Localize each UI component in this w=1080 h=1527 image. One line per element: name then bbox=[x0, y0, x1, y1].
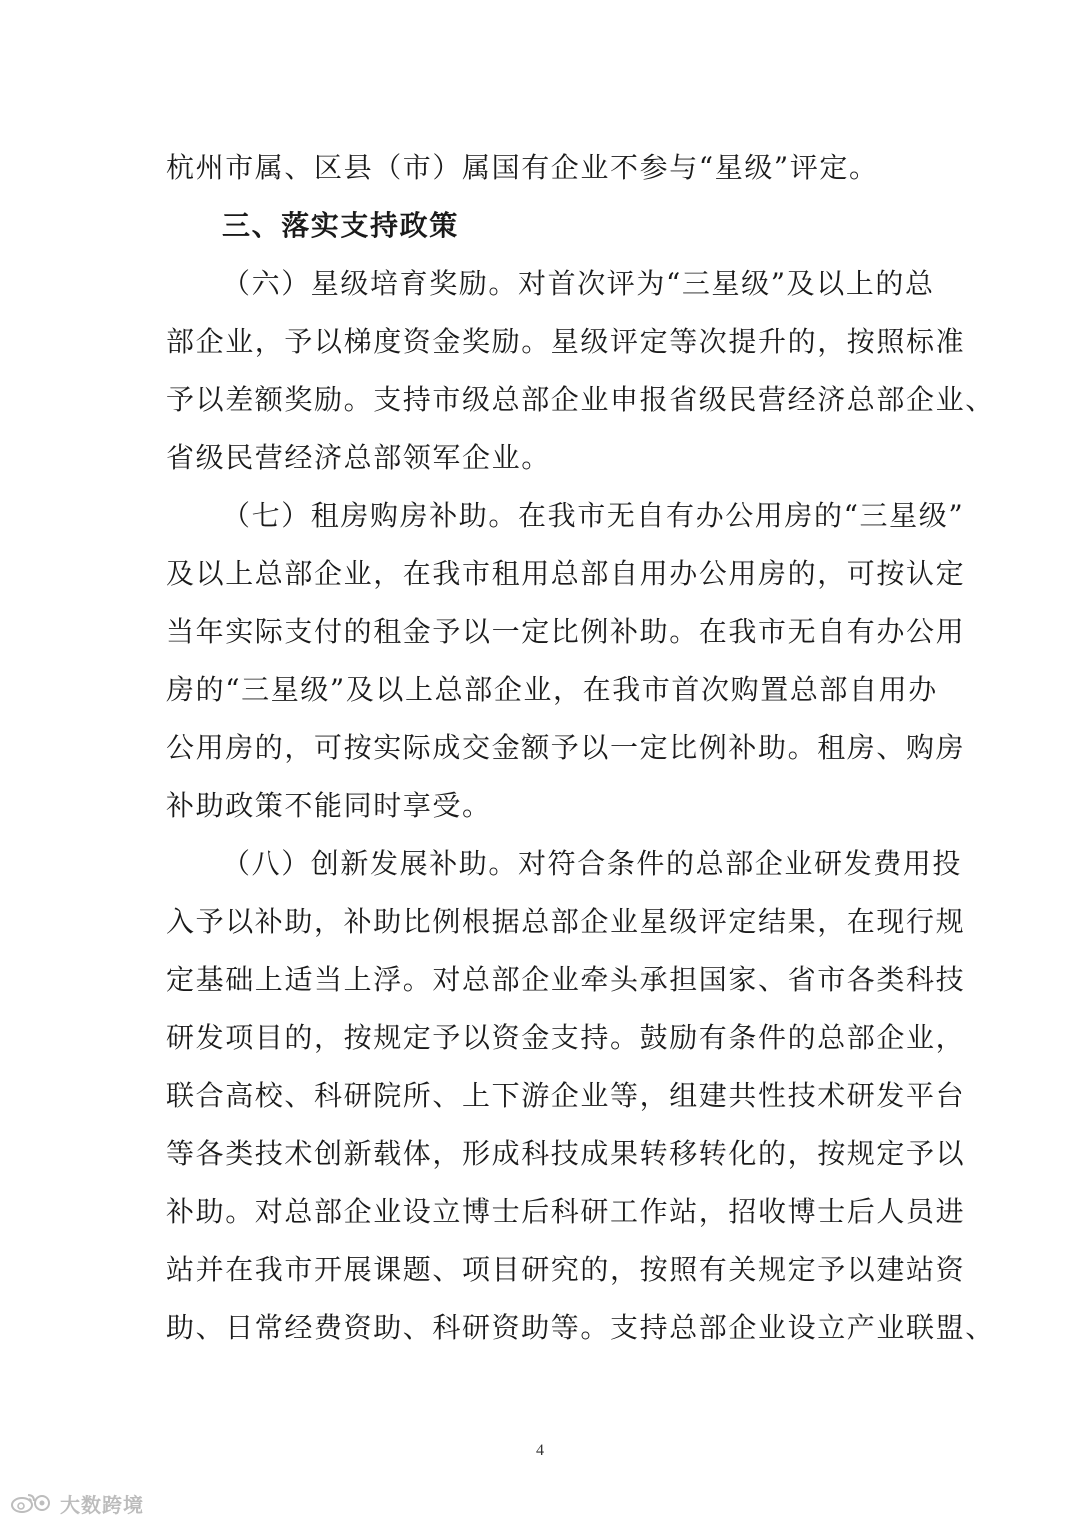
paragraph-line: 公用房的，可按实际成交金额予以一定比例补助。租房、购房 bbox=[166, 731, 966, 764]
paragraph-line: 及以上总部企业，在我市租用总部自用办公用房的，可按认定 bbox=[166, 557, 966, 590]
weibo-logo-icon bbox=[10, 1491, 54, 1515]
paragraph-line: 站并在我市开展课题、项目研究的，按照有关规定予以建站资 bbox=[166, 1253, 966, 1286]
paragraph-line: （六）星级培育奖励。对首次评为“三星级”及以上的总 bbox=[222, 267, 935, 300]
paragraph-line: 补助。对总部企业设立博士后科研工作站，招收博士后人员进 bbox=[166, 1195, 966, 1228]
paragraph-line: （七）租房购房补助。在我市无自有办公用房的“三星级” bbox=[222, 499, 965, 532]
paragraph-line: 当年实际支付的租金予以一定比例补助。在我市无自有办公用 bbox=[166, 615, 966, 648]
paragraph-line: 省级民营经济总部领军企业。 bbox=[166, 441, 551, 474]
paragraph-line: 部企业，予以梯度资金奖励。星级评定等次提升的，按照标准 bbox=[166, 325, 966, 358]
watermark bbox=[10, 1488, 144, 1518]
section-heading: 三、落实支持政策 bbox=[222, 209, 459, 242]
paragraph-line: 予以差额奖励。支持市级总部企业申报省级民营经济总部企业、 bbox=[166, 383, 995, 416]
paragraph-line: 联合高校、科研院所、上下游企业等，组建共性技术研发平台 bbox=[166, 1079, 966, 1112]
watermark-text: 大数跨境 bbox=[60, 1492, 144, 1517]
paragraph-line: 补助政策不能同时享受。 bbox=[166, 789, 492, 822]
paragraph-line: 入予以补助，补助比例根据总部企业星级评定结果，在现行规 bbox=[166, 905, 966, 938]
paragraph-line: 助、日常经费资助、科研资助等。支持总部企业设立产业联盟、 bbox=[166, 1311, 995, 1344]
paragraph-line: （八）创新发展补助。对符合条件的总部企业研发费用投 bbox=[222, 847, 963, 880]
paragraph-line: 房的“三星级”及以上总部企业，在我市首次购置总部自用办 bbox=[166, 673, 938, 706]
page-number: 4 bbox=[536, 1442, 544, 1459]
paragraph-line: 定基础上适当上浮。对总部企业牵头承担国家、省市各类科技 bbox=[166, 963, 966, 996]
paragraph-line: 研发项目的，按规定予以资金支持。鼓励有条件的总部企业， bbox=[166, 1021, 966, 1054]
paragraph-line: 杭州市属、区县（市）属国有企业不参与“星级”评定。 bbox=[166, 151, 879, 184]
paragraph-line: 等各类技术创新载体，形成科技成果转移转化的，按规定予以 bbox=[166, 1137, 966, 1170]
